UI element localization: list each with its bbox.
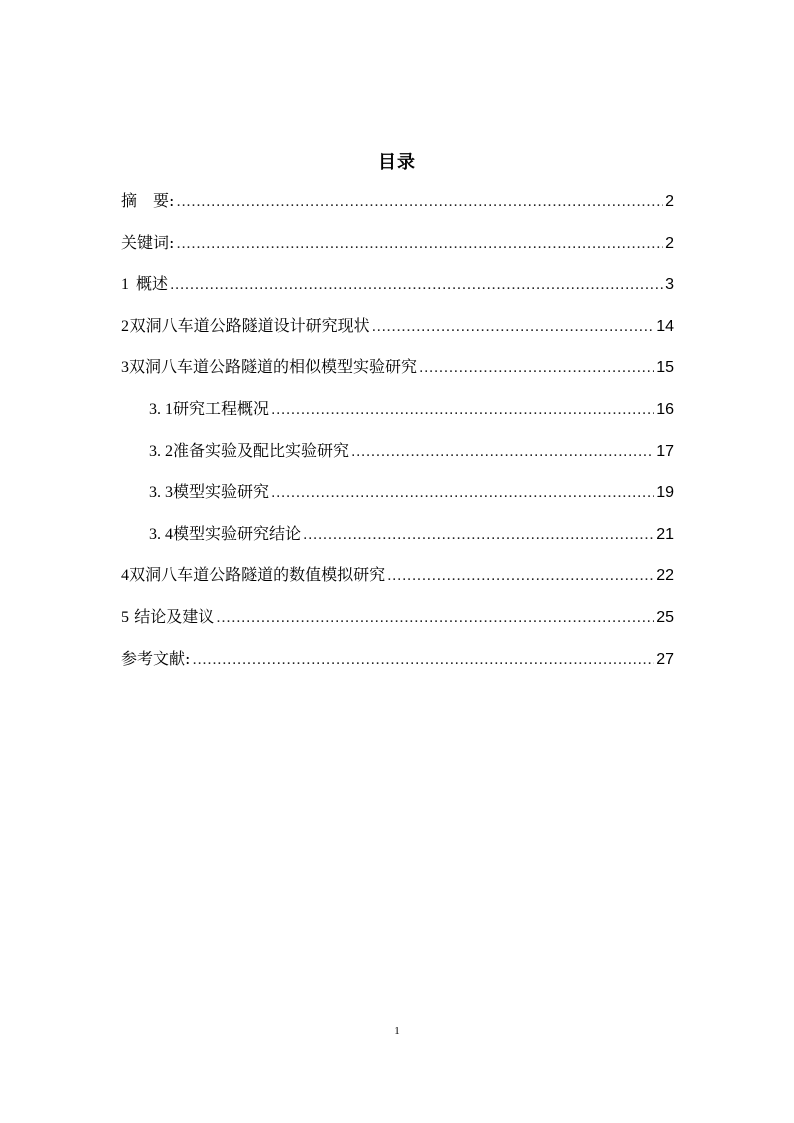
toc-entry-references[interactable] bbox=[121, 644, 674, 686]
toc-entry-page: 14 bbox=[656, 317, 674, 335]
toc-entry-page: 21 bbox=[656, 525, 674, 543]
toc-entry-keywords[interactable] bbox=[121, 228, 674, 270]
toc-leader-dots bbox=[170, 270, 663, 300]
toc-leader-dots bbox=[271, 395, 654, 425]
toc-leader-dots bbox=[419, 353, 654, 383]
toc-leader-dots bbox=[387, 561, 654, 591]
toc-entry-label: 概述 bbox=[135, 274, 168, 294]
toc-entry-abstract[interactable] bbox=[121, 186, 674, 228]
toc-title: 目录 bbox=[378, 152, 416, 173]
toc-entry-section-3-2[interactable] bbox=[121, 436, 674, 478]
toc-leader-dots bbox=[176, 229, 663, 259]
toc-entry-label: 双洞八车道公路隧道设计研究现状 bbox=[129, 315, 370, 335]
toc-entry-page: 19 bbox=[656, 484, 674, 502]
toc-entry-section-3[interactable] bbox=[121, 352, 674, 394]
toc-entry-section-3-4[interactable] bbox=[121, 519, 674, 561]
toc-entry-page: 17 bbox=[656, 442, 674, 460]
toc-entry-number: 3. 3 bbox=[149, 484, 173, 502]
toc-entry-number: 3. 2 bbox=[149, 442, 173, 460]
toc-leader-dots bbox=[176, 187, 663, 217]
toc-entry-number: 2 bbox=[121, 317, 129, 335]
toc-entry-section-5[interactable] bbox=[121, 602, 674, 644]
toc-entry-label: 参考文献: bbox=[121, 648, 191, 668]
page-number: 1 bbox=[394, 1025, 400, 1037]
toc-entry-label: 模型实验研究 bbox=[173, 482, 270, 502]
toc-entry-number: 4 bbox=[121, 567, 129, 585]
toc-entry-number: 1 bbox=[121, 276, 129, 294]
toc-entry-label: 模型实验研究结论 bbox=[173, 523, 302, 543]
toc-entry-page: 25 bbox=[656, 608, 674, 626]
toc-leader-dots bbox=[351, 437, 654, 467]
toc-entry-page: 2 bbox=[665, 234, 674, 252]
toc-leader-dots bbox=[303, 520, 654, 550]
toc-entry-label: 结论及建议 bbox=[134, 606, 215, 626]
toc-entry-label: 研究工程概况 bbox=[173, 398, 270, 418]
toc-entry-section-1[interactable] bbox=[121, 269, 674, 311]
toc-entry-number: 3 bbox=[121, 359, 129, 377]
toc-entry-label: 摘 要: bbox=[121, 191, 175, 210]
toc-entry-section-3-3[interactable] bbox=[121, 477, 674, 519]
toc-entry-section-2[interactable] bbox=[121, 311, 674, 353]
toc-entry-page: 15 bbox=[656, 359, 674, 377]
toc-leader-dots bbox=[271, 478, 654, 508]
toc-entry-section-3-1[interactable] bbox=[121, 394, 674, 436]
toc-entry-page: 16 bbox=[656, 400, 674, 418]
toc-entry-section-4[interactable] bbox=[121, 560, 674, 602]
toc-entry-label: 关键词: bbox=[121, 232, 175, 252]
toc-entry-number: 5 bbox=[121, 608, 129, 626]
toc-entry-number: 3. 4 bbox=[149, 525, 173, 543]
toc-entry-label: 准备实验及配比实验研究 bbox=[173, 440, 350, 460]
toc-entry-label: 双洞八车道公路隧道的数值模拟研究 bbox=[129, 565, 386, 585]
toc-entry-page: 3 bbox=[665, 276, 674, 294]
toc-leader-dots bbox=[216, 603, 654, 633]
toc-entry-page: 22 bbox=[656, 567, 674, 585]
toc-leader-dots bbox=[192, 645, 654, 675]
table-of-contents bbox=[121, 186, 674, 685]
toc-entry-number: 3. 1 bbox=[149, 400, 173, 418]
toc-entry-page: 27 bbox=[656, 650, 674, 668]
toc-leader-dots bbox=[372, 312, 655, 342]
toc-entry-page: 2 bbox=[665, 193, 674, 210]
toc-entry-label: 双洞八车道公路隧道的相似模型实验研究 bbox=[129, 357, 418, 377]
